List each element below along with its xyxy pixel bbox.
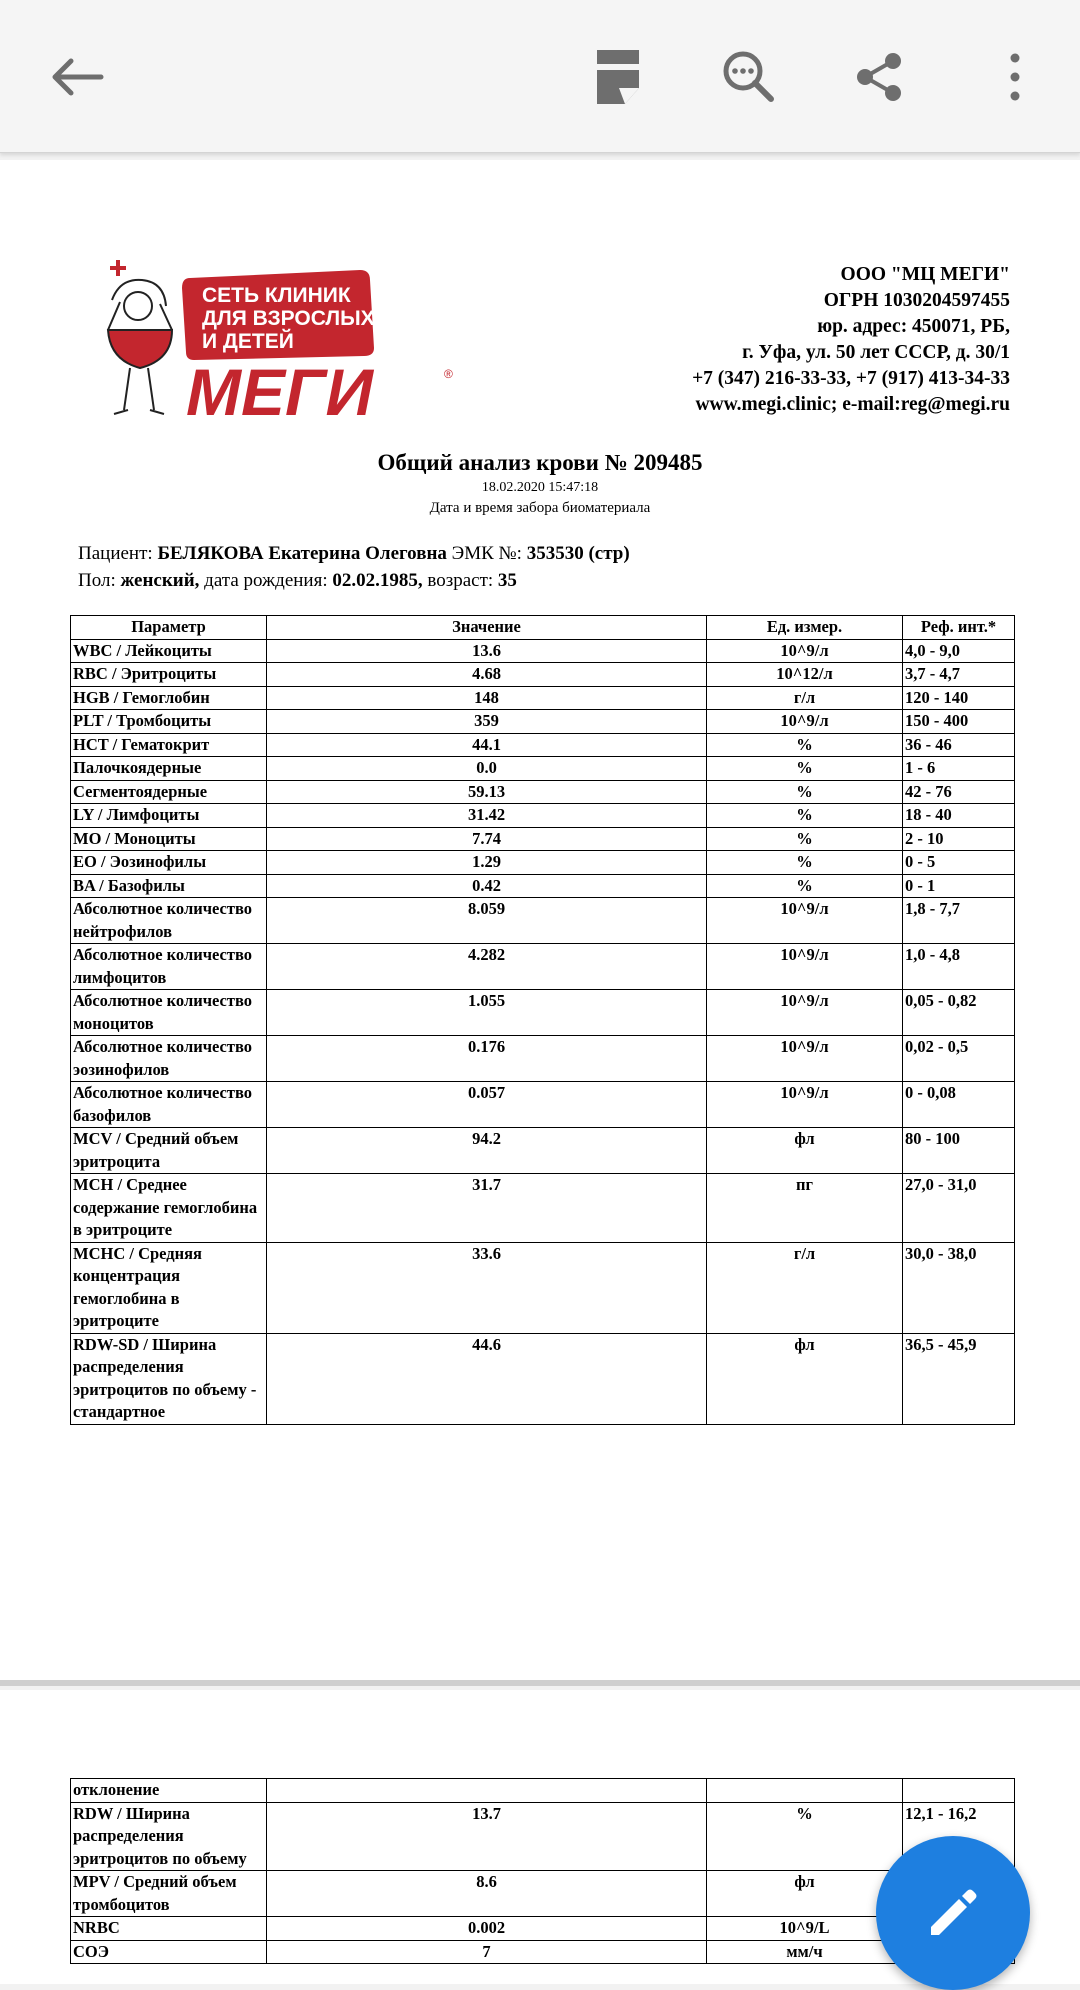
table-row xyxy=(71,1940,1015,1964)
reference-cell: 120 - 140 xyxy=(903,686,1015,710)
unit-cell: % xyxy=(707,804,903,828)
table-row xyxy=(71,686,1015,710)
parameter-cell: Абсолютное количество моноцитов xyxy=(71,990,267,1036)
value-cell: 31.7 xyxy=(267,1174,707,1243)
unit-cell: 10^9/л xyxy=(707,990,903,1036)
unit-cell: 10^9/л xyxy=(707,639,903,663)
org-name: ООО "МЦ МЕГИ" xyxy=(840,264,1010,285)
table-row xyxy=(71,780,1015,804)
value-cell xyxy=(267,1779,707,1803)
parameter-cell: Сегментоядерные xyxy=(71,780,267,804)
emk-number: 353530 (стр) xyxy=(526,543,630,564)
arrow-left-icon xyxy=(49,57,105,97)
patient-name: БЕЛЯКОВА Екатерина Олеговна xyxy=(157,543,447,564)
unit-cell: 10^9/L xyxy=(707,1917,903,1941)
unit-cell: % xyxy=(707,780,903,804)
table-row xyxy=(71,827,1015,851)
reference-cell: 3,7 - 4,7 xyxy=(903,663,1015,687)
dob-label: дата рождения: xyxy=(204,570,328,591)
parameter-cell: EO / Эозинофилы xyxy=(71,851,267,875)
parameter-cell: MPV / Средний объем тромбоцитов xyxy=(71,1871,267,1917)
logo-line-3: И ДЕТЕЙ xyxy=(202,330,294,353)
edit-button[interactable] xyxy=(876,1836,1030,1990)
results-table-continued xyxy=(70,1778,1015,1964)
value-cell: 148 xyxy=(267,686,707,710)
reference-cell: 4,0 - 9,0 xyxy=(903,639,1015,663)
org-ogrn: ОГРН 1030204597455 xyxy=(823,290,1010,311)
page-view-icon xyxy=(595,48,641,106)
more-vertical-icon xyxy=(1005,52,1025,102)
zoom-search-icon xyxy=(721,49,777,105)
table-row xyxy=(71,1802,1015,1871)
value-cell: 0.002 xyxy=(267,1917,707,1941)
parameter-cell: MO / Моноциты xyxy=(71,827,267,851)
reference-cell: 12,1 - 16,2 xyxy=(903,1802,1015,1871)
value-cell: 59.13 xyxy=(267,780,707,804)
unit-cell: фл xyxy=(707,1871,903,1917)
unit-cell: % xyxy=(707,757,903,781)
value-cell: 0.057 xyxy=(267,1082,707,1128)
table-row xyxy=(71,1917,1015,1941)
org-address-2: г. Уфа, ул. 50 лет СССР, д. 30/1 xyxy=(742,342,1010,363)
unit-cell: 10^12/л xyxy=(707,663,903,687)
reference-cell: 150 - 400 xyxy=(903,710,1015,734)
table-header-row xyxy=(71,616,1015,640)
unit-cell: % xyxy=(707,851,903,875)
table-row xyxy=(71,1779,1015,1803)
logo-line-1: СЕТЬ КЛИНИК xyxy=(202,284,351,307)
org-web: www.megi.clinic; e-mail:reg@megi.ru xyxy=(695,394,1010,415)
reference-cell: 1,0 - 4,8 xyxy=(903,944,1015,990)
parameter-cell: RBC / Эритроциты xyxy=(71,663,267,687)
reference-cell: 0 - 5 xyxy=(903,851,1015,875)
document-page-1 xyxy=(0,160,1080,1680)
header-unit: Ед. измер. xyxy=(707,616,903,640)
unit-cell: г/л xyxy=(707,1242,903,1333)
parameter-cell: NRBC xyxy=(71,1917,267,1941)
clinic-logo xyxy=(90,260,470,425)
unit-cell: пг xyxy=(707,1174,903,1243)
unit-cell: 10^9/л xyxy=(707,944,903,990)
unit-cell: % xyxy=(707,874,903,898)
reference-cell: 18 - 40 xyxy=(903,804,1015,828)
table-row xyxy=(71,1242,1015,1333)
table-row xyxy=(71,1128,1015,1174)
table-row xyxy=(71,898,1015,944)
value-cell: 7 xyxy=(267,1940,707,1964)
header-value: Значение xyxy=(267,616,707,640)
parameter-cell: Палочкоядерные xyxy=(71,757,267,781)
logo-brand: МЕГИ xyxy=(186,355,373,425)
reference-cell: 0 - 1 xyxy=(903,874,1015,898)
table-row xyxy=(71,804,1015,828)
table-row xyxy=(71,874,1015,898)
parameter-cell: WBC / Лейкоциты xyxy=(71,639,267,663)
dob-value: 02.02.1985, xyxy=(332,570,423,591)
age-label: возраст: xyxy=(427,570,494,591)
parameter-cell: Абсолютное количество эозинофилов xyxy=(71,1036,267,1082)
value-cell: 0.42 xyxy=(267,874,707,898)
reference-cell: 1,8 - 7,7 xyxy=(903,898,1015,944)
parameter-cell: Абсолютное количество базофилов xyxy=(71,1082,267,1128)
unit-cell: % xyxy=(707,733,903,757)
parameter-cell: MCHC / Средняя концентрация гемоглобина в эритроците xyxy=(71,1242,267,1333)
value-cell: 7.74 xyxy=(267,827,707,851)
value-cell: 4.282 xyxy=(267,944,707,990)
reference-cell: 42 - 76 xyxy=(903,780,1015,804)
table-row xyxy=(71,1333,1015,1424)
search-button[interactable] xyxy=(714,42,784,112)
unit-cell: фл xyxy=(707,1333,903,1424)
parameter-cell: СОЭ xyxy=(71,1940,267,1964)
value-cell: 1.29 xyxy=(267,851,707,875)
document-title: Общий анализ крови № 209485 xyxy=(377,450,703,475)
parameter-cell: MCH / Среднее содержание гемоглобина в эритроците xyxy=(71,1174,267,1243)
unit-cell: % xyxy=(707,827,903,851)
table-row xyxy=(71,663,1015,687)
table-row xyxy=(71,710,1015,734)
table-row xyxy=(71,1036,1015,1082)
reference-cell: 0 - 0,08 xyxy=(903,1082,1015,1128)
reference-cell: 36,5 - 45,9 xyxy=(903,1333,1015,1424)
reference-cell: 30,0 - 38,0 xyxy=(903,1242,1015,1333)
table-row xyxy=(71,1174,1015,1243)
parameter-cell: RDW / Ширина распределения эритроцитов по объему xyxy=(71,1802,267,1871)
unit-cell: % xyxy=(707,1802,903,1871)
table-row xyxy=(71,851,1015,875)
table-row xyxy=(71,944,1015,990)
reference-cell: 2 - 10 xyxy=(903,827,1015,851)
page-divider xyxy=(0,1680,1080,1686)
value-cell: 0.176 xyxy=(267,1036,707,1082)
unit-cell: 10^9/л xyxy=(707,1082,903,1128)
share-button[interactable] xyxy=(844,42,914,112)
sample-datetime-label: Дата и время забора биоматериала xyxy=(429,500,651,516)
share-icon xyxy=(853,51,905,103)
unit-cell: 10^9/л xyxy=(707,898,903,944)
value-cell: 359 xyxy=(267,710,707,734)
sex-value: женский, xyxy=(120,570,200,591)
value-cell: 13.6 xyxy=(267,639,707,663)
value-cell: 13.7 xyxy=(267,1802,707,1871)
table-row xyxy=(71,1871,1015,1917)
parameter-cell: PLT / Тромбоциты xyxy=(71,710,267,734)
reference-cell: 0,02 - 0,5 xyxy=(903,1036,1015,1082)
value-cell: 44.1 xyxy=(267,733,707,757)
parameter-cell: HCT / Гематокрит xyxy=(71,733,267,757)
edit-pencil-icon xyxy=(921,1881,985,1945)
unit-cell xyxy=(707,1779,903,1803)
parameter-cell: отклонение xyxy=(71,1779,267,1803)
reference-cell: 27,0 - 31,0 xyxy=(903,1174,1015,1243)
value-cell: 33.6 xyxy=(267,1242,707,1333)
sex-label: Пол: xyxy=(78,570,116,591)
more-options-button[interactable] xyxy=(980,42,1050,112)
patient-label: Пациент: xyxy=(78,543,153,564)
reference-cell: 80 - 100 xyxy=(903,1128,1015,1174)
page-view-button[interactable] xyxy=(583,42,653,112)
parameter-cell: Абсолютное количество лимфоцитов xyxy=(71,944,267,990)
value-cell: 31.42 xyxy=(267,804,707,828)
value-cell: 44.6 xyxy=(267,1333,707,1424)
app-toolbar xyxy=(0,0,1080,153)
age-value: 35 xyxy=(497,570,517,591)
value-cell: 4.68 xyxy=(267,663,707,687)
logo-registered: ® xyxy=(444,367,453,381)
header-reference: Реф. инт.* xyxy=(903,616,1015,640)
reference-cell: 1 - 6 xyxy=(903,757,1015,781)
parameter-cell: LY / Лимфоциты xyxy=(71,804,267,828)
parameter-cell: HGB / Гемоглобин xyxy=(71,686,267,710)
unit-cell: мм/ч xyxy=(707,1940,903,1964)
table-row xyxy=(71,757,1015,781)
value-cell: 8.059 xyxy=(267,898,707,944)
reference-cell xyxy=(903,1779,1015,1803)
reference-cell: 36 - 46 xyxy=(903,733,1015,757)
value-cell: 0.0 xyxy=(267,757,707,781)
unit-cell: фл xyxy=(707,1128,903,1174)
back-button[interactable] xyxy=(42,42,112,112)
value-cell: 1.055 xyxy=(267,990,707,1036)
value-cell: 94.2 xyxy=(267,1128,707,1174)
value-cell: 8.6 xyxy=(267,1871,707,1917)
reference-cell: 0,05 - 0,82 xyxy=(903,990,1015,1036)
emk-label: ЭМК №: xyxy=(451,543,522,564)
table-row xyxy=(71,1082,1015,1128)
logo-line-2: ДЛЯ ВЗРОСЛЫХ xyxy=(202,307,375,330)
table-row xyxy=(71,639,1015,663)
parameter-cell: RDW-SD / Ширина распределения эритроцитов по объему - стандартное xyxy=(71,1333,267,1424)
table-row xyxy=(71,990,1015,1036)
org-address-1: юр. адрес: 450071, РБ, xyxy=(817,316,1010,337)
parameter-cell: BA / Базофилы xyxy=(71,874,267,898)
parameter-cell: MCV / Средний объем эритроцита xyxy=(71,1128,267,1174)
org-phones: +7 (347) 216-33-33, +7 (917) 413-34-33 xyxy=(692,368,1010,389)
table-row xyxy=(71,733,1015,757)
sample-datetime: 18.02.2020 15:47:18 xyxy=(481,480,599,495)
parameter-cell: Абсолютное количество нейтрофилов xyxy=(71,898,267,944)
results-table xyxy=(70,615,1015,1425)
clinic-mascot-icon xyxy=(90,260,470,425)
header-parameter: Параметр xyxy=(71,616,267,640)
unit-cell: 10^9/л xyxy=(707,1036,903,1082)
patient-info xyxy=(78,540,630,594)
unit-cell: г/л xyxy=(707,686,903,710)
unit-cell: 10^9/л xyxy=(707,710,903,734)
organization-info xyxy=(692,262,1010,418)
